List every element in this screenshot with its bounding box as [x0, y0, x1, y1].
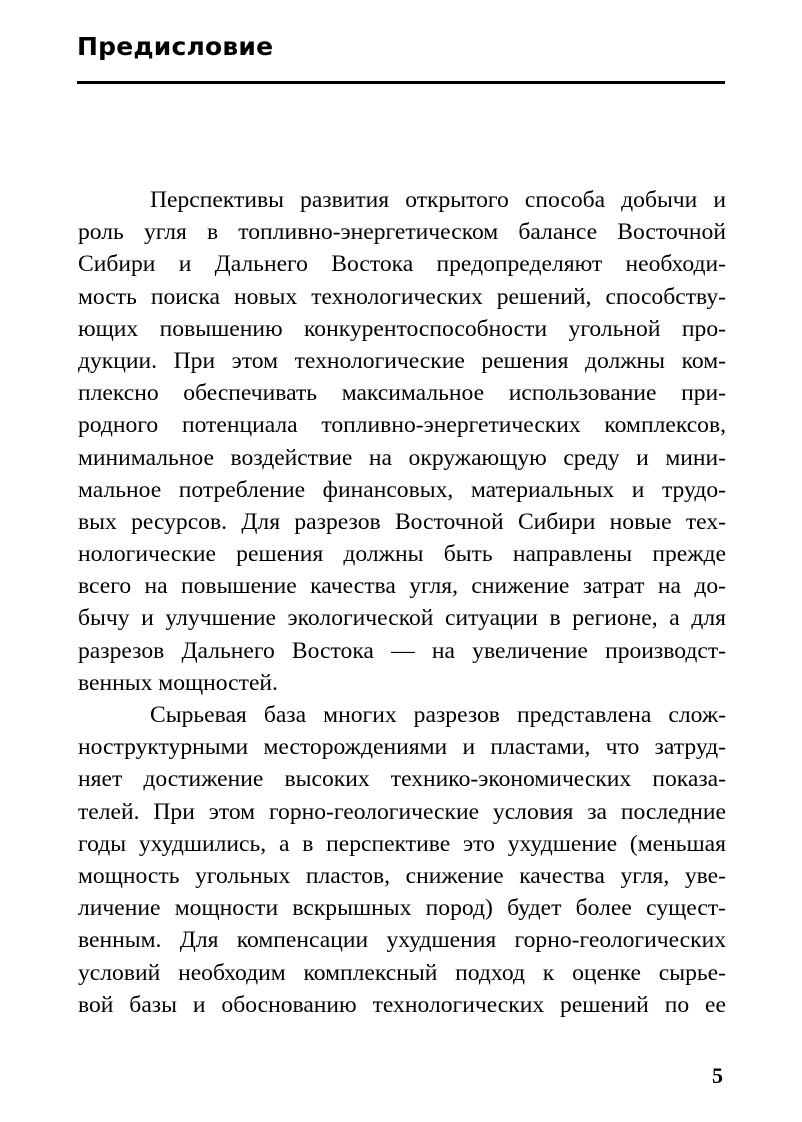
section-title: Предисловие: [77, 32, 274, 61]
body-text: [78, 184, 726, 1021]
paragraph-2-line: годы ухудшились, а в перспективе это ухудшение (меньшая: [78, 830, 726, 857]
paragraph-1-line: Сибири и Дальнего Востока предопределяют необходи-: [78, 251, 726, 278]
paragraph-2-line: мощность угольных пластов, снижение качества угля, уве-: [78, 862, 726, 889]
paragraph-2-line: условий необходим комплексный подход к оценке сырье-: [78, 959, 726, 986]
paragraph-1-line: дукции. При этом технологические решения должны ком-: [78, 347, 726, 374]
paragraph-1-line: всего на повышение качества угля, снижение затрат на до-: [78, 573, 726, 600]
paragraph-1-line: венных мощностей.: [78, 669, 278, 696]
paragraph-1-line: плексно обеспечивать максимальное использование при-: [78, 380, 726, 407]
page-header: [77, 30, 725, 64]
paragraph-2-line: вой базы и обоснованию технологических решений по ее: [78, 991, 726, 1018]
paragraph-1-line: мальное потребление финансовых, материальных и трудо-: [78, 476, 726, 503]
paragraph-1-line: ющих повышению конкурентоспособности угольной про-: [78, 315, 726, 342]
paragraph-2-line: венным. Для компенсации ухудшения горно-геологических: [78, 927, 726, 954]
paragraph-1-line: мость поиска новых технологических решений, способству-: [78, 283, 726, 310]
paragraph-2-line: личение мощности вскрышных пород) будет более сущест-: [78, 895, 726, 922]
paragraph-1-line: родного потенциала топливно-энергетических комплексов,: [78, 412, 726, 439]
paragraph-2-line: няет достижение высоких технико-экономических показа-: [78, 766, 726, 793]
paragraph-1-line: минимальное воздействие на окружающую среду и мини-: [78, 444, 726, 471]
paragraph-1-line: вых ресурсов. Для разрезов Восточной Сибири новые тех-: [78, 508, 726, 535]
paragraph-1-line: Перспективы развития открытого способа добычи и: [150, 187, 726, 213]
paragraph-1-line: бычу и улучшение экологической ситуации в регионе, а для: [78, 605, 726, 632]
page-number: 5: [712, 1063, 723, 1088]
header-rule: [77, 81, 725, 84]
paragraph-2-line: ноструктурными месторождениями и пластами, что затруд-: [78, 734, 726, 761]
paragraph-2-line: телей. При этом горно-геологические условия за последние: [78, 798, 726, 825]
paragraph-1-line: роль угля в топливно-энергетическом балансе Восточной: [78, 219, 726, 246]
paragraph-1-line: разрезов Дальнего Востока — на увеличение производст-: [78, 637, 726, 664]
paragraph-2-line: Сырьевая база многих разрезов представлена слож-: [150, 702, 726, 728]
paragraph-1-line: нологические решения должны быть направлены прежде: [78, 541, 726, 568]
